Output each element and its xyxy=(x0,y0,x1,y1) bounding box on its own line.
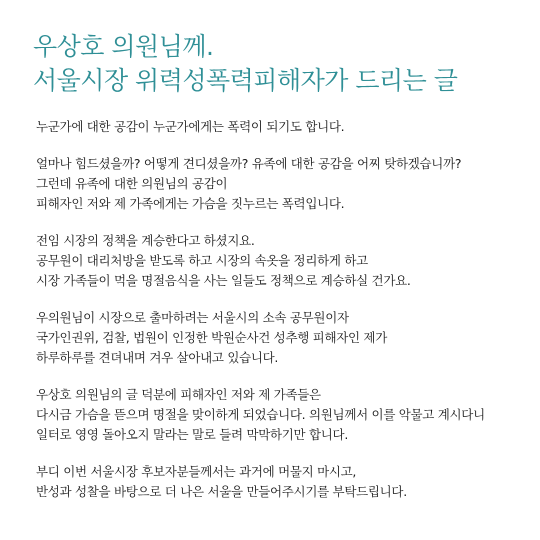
paragraph-line: 공무원이 대리처방을 받도록 하고 시장의 속옷을 정리하게 하고 xyxy=(36,253,368,268)
paragraph-line: 피해자인 저와 제 가족에게는 가슴을 짓누르는 폭력입니다. xyxy=(36,196,345,211)
paragraph-line: 일터로 영영 돌아오지 말라는 말로 들려 막막하기만 합니다. xyxy=(36,427,348,442)
paragraph-line: 반성과 성찰을 바탕으로 더 나은 서울을 만들어주시기를 부탁드립니다. xyxy=(36,484,407,499)
paragraph-line: 다시금 가슴을 뜯으며 명절을 맞이하게 되었습니다. 의원님께서 이를 악물고 계시다니 xyxy=(36,407,485,422)
paragraph-line: 우상호 의원님의 글 덕분에 피해자인 저와 제 가족들은 xyxy=(36,387,321,402)
letter-body xyxy=(36,117,526,519)
paragraph-line: 우의원님이 시장으로 출마하려는 서울시의 소속 공무원이자 xyxy=(36,310,349,325)
paragraph-line: 누군가에 대한 공감이 누군가에게는 폭력이 되기도 합니다. xyxy=(36,119,345,134)
letter-title xyxy=(33,30,457,98)
title-line-greeting: 우상호 의원님께. xyxy=(33,32,214,61)
paragraph-2 xyxy=(36,154,526,214)
paragraph-3 xyxy=(36,231,526,291)
title-line-subtitle: 서울시장 위력성폭력피해자가 드리는 글 xyxy=(33,66,458,95)
paragraph-4 xyxy=(36,308,526,368)
paragraph-line: 얼마나 힘드셨을까? 어떻게 견디셨을까? 유족에 대한 공감을 어찌 탓하겠습니까? xyxy=(36,156,462,171)
paragraph-line: 시장 가족들이 먹을 명절음식을 사는 일들도 정책으로 계승하실 건가요. xyxy=(36,273,411,288)
paragraph-line: 부디 이번 서울시장 후보자분들께서는 과거에 머물지 마시고, xyxy=(36,464,357,479)
paragraph-line: 하루하루를 견뎌내며 겨우 살아내고 있습니다. xyxy=(36,350,279,365)
paragraph-line: 그런데 유족에 대한 의원님의 공감이 xyxy=(36,176,228,191)
paragraph-6 xyxy=(36,462,526,502)
paragraph-line: 전임 시장의 정책을 계승한다고 하셨지요. xyxy=(36,233,255,248)
paragraph-line: 국가인권위, 검찰, 법원이 인정한 박원순사건 성추행 피해자인 제가 xyxy=(36,330,387,345)
paragraph-5 xyxy=(36,385,526,445)
paragraph-1 xyxy=(36,117,526,137)
